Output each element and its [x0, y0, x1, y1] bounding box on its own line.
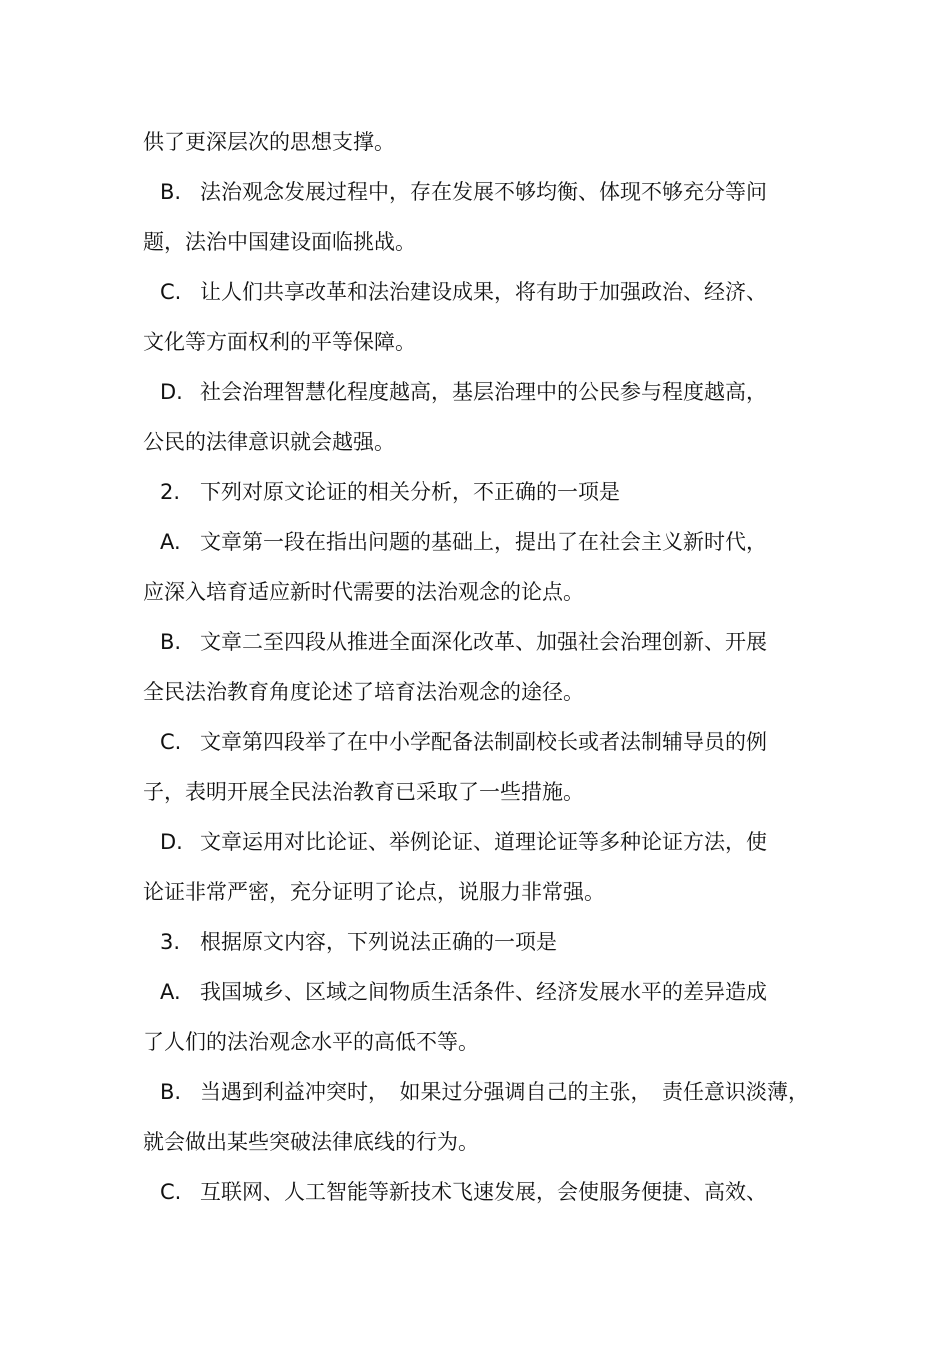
- question-number: 3.: [160, 930, 181, 954]
- line-text: 让人们共享改革和法治建设成果，将有助于加强政治、经济、: [200, 280, 767, 304]
- text-line: [0, 577, 950, 607]
- line-text: 互联网、人工智能等新技术飞速发展，会使服务便捷、高效、: [200, 1180, 767, 1204]
- line-text: 我国城乡、区域之间物质生活条件、经济发展水平的差异造成: [200, 980, 767, 1004]
- option-label: C.: [160, 1180, 182, 1204]
- option-label: C.: [160, 730, 182, 754]
- line-text: 公民的法律意识就会越强。: [143, 430, 395, 454]
- option-label: C.: [160, 280, 182, 304]
- option-line: [0, 277, 950, 307]
- option-line: [0, 1077, 950, 1107]
- text-line: [0, 1127, 950, 1157]
- option-line: [0, 627, 950, 657]
- option-line: [0, 727, 950, 757]
- text-line: [0, 327, 950, 357]
- line-text: 应深入培育适应新时代需要的法治观念的论点。: [143, 580, 584, 604]
- text-line: [0, 227, 950, 257]
- option-line: [0, 377, 950, 407]
- text-line: [0, 427, 950, 457]
- option-label: B.: [160, 1080, 182, 1104]
- text-line: [0, 1027, 950, 1057]
- text-line: [0, 777, 950, 807]
- line-text: 就会做出某些突破法律底线的行为。: [143, 1130, 479, 1154]
- line-text: 题，法治中国建设面临挑战。: [143, 230, 416, 254]
- option-line: [0, 177, 950, 207]
- option-line: [0, 977, 950, 1007]
- line-text: 下列对原文论证的相关分析，不正确的一项是: [200, 480, 620, 504]
- text-line: [0, 677, 950, 707]
- option-label: A.: [160, 980, 181, 1004]
- option-label: D.: [160, 380, 183, 404]
- line-text: 文章第一段在指出问题的基础上，提出了在社会主义新时代，: [200, 530, 767, 554]
- line-text: 文化等方面权利的平等保障。: [143, 330, 416, 354]
- text-line: [0, 127, 950, 157]
- line-text: 了人们的法治观念水平的高低不等。: [143, 1030, 479, 1054]
- question-line: [0, 477, 950, 507]
- line-text: 论证非常严密，充分证明了论点，说服力非常强。: [143, 880, 605, 904]
- line-text: 子，表明开展全民法治教育已采取了一些措施。: [143, 780, 584, 804]
- option-label: A.: [160, 530, 181, 554]
- line-text: 全民法治教育角度论述了培育法治观念的途径。: [143, 680, 584, 704]
- text-line: [0, 877, 950, 907]
- line-text: 根据原文内容，下列说法正确的一项是: [200, 930, 557, 954]
- line-text: 文章运用对比论证、举例论证、道理论证等多种论证方法，使: [200, 830, 767, 854]
- line-text: 社会治理智慧化程度越高，基层治理中的公民参与程度越高，: [200, 380, 767, 404]
- line-text: 文章第四段举了在中小学配备法制副校长或者法制辅导员的例: [200, 730, 767, 754]
- line-text: 当遇到利益冲突时， 如果过分强调自己的主张， 责任意识淡薄，: [200, 1080, 809, 1104]
- option-line: [0, 1177, 950, 1207]
- line-text: 法治观念发展过程中，存在发展不够均衡、体现不够充分等问: [200, 180, 767, 204]
- option-label: B.: [160, 180, 182, 204]
- option-label: B.: [160, 630, 182, 654]
- question-line: [0, 927, 950, 957]
- question-number: 2.: [160, 480, 181, 504]
- option-line: [0, 527, 950, 557]
- option-label: D.: [160, 830, 183, 854]
- line-text: 文章二至四段从推进全面深化改革、加强社会治理创新、开展: [200, 630, 767, 654]
- line-text: 供了更深层次的思想支撑。: [143, 130, 395, 154]
- option-line: [0, 827, 950, 857]
